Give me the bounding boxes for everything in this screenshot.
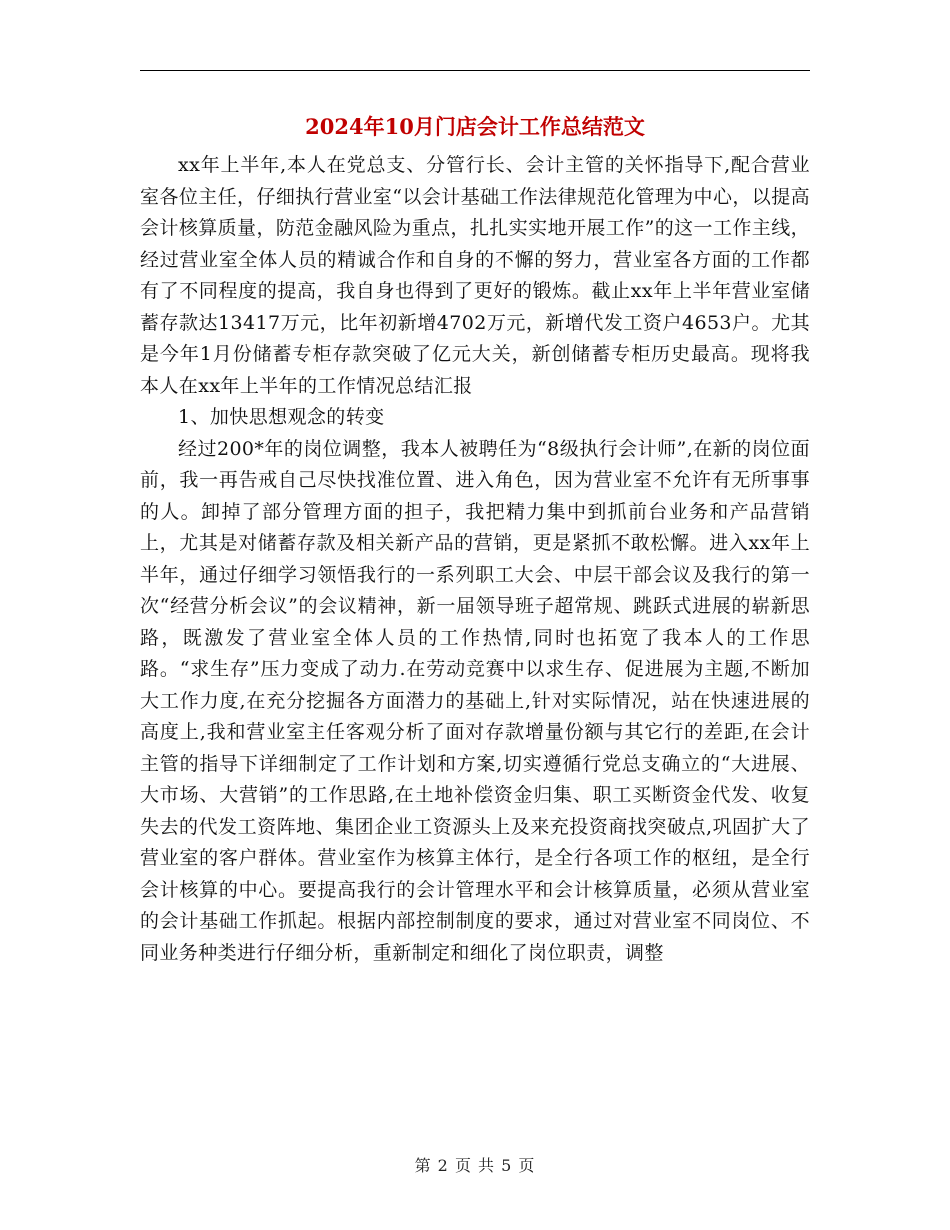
body-paragraph-intro: xx年上半年,本人在党总支、分管行长、会计主管的关怀指导下,配合营业室各位主任，仔细执行营业室“以会计基础工作法律规范化管理为中心，以提高会计核算质量，防范金融风险为重点，扎扎实实地开展工作”的这一工作主线，经过营业室全体人员的精诚合作和自身的不懈的努力，营业室各方面的工作都有了不同程度的提高，我自身也得到了更好的锻炼。截止xx年上半年营业室储蓄存款达13417万元，比年初新增4702万元，新增代发工资户4653户。尤其是今年1月份储蓄专柜存款突破了亿元大关，新创储蓄专柜历史最高。现将我本人在xx年上半年的工作情况总结汇报 <box>140 154 810 397</box>
page-number: 第 2 页 共 5 页 <box>414 1156 536 1175</box>
body-paragraph-main: 经过200*年的岗位调整，我本人被聘任为“8级执行会计师”,在新的岗位面前，我一再告戒自己尽快找准位置、进入角色，因为营业室不允许有无所事事的人。卸掉了部分管理方面的担子，我把精力集中到抓前台业务和产品营销上，尤其是对储蓄存款及相关新产品的营销，更是紧抓不敢松懈。进入xx年上半年，通过仔细学习领悟我行的一系列职工大会、中层干部会议及我行的第一次“经营分析会议”的会议精神，新一届领导班子超常规、跳跃式进展的崭新思路，既激发了营业室全体人员的工作热情,同时也拓宽了我本人的工作思路。“求生存”压力变成了动力.在劳动竞赛中以求生存、促进展为主题,不断加大工作力度,在充分挖掘各方面潜力的基础上,针对实际情况，站在快速进展的高度上,我和营业室主任客观分析了面对存款增量份额与其它行的差距,在会计主管的指导下详细制定了工作计划和方案,切实遵循行党总支确立的“大进展、大市场、大营销”的工作思路,在土地补偿资金归集、职工买断资金代发、收复失去的代发工资阵地、集团企业工资源头上及来充投资商找突破点,巩固扩大了营业室的客户群体。营业室作为核算主体行，是全行各项工作的枢纽，是全行会计核算的中心。要提高我行的会计管理水平和会计核算质量，必须从营业室的会计基础工作抓起。根据内部控制制度的要求，通过对营业室不同岗位、不同业务种类进行仔细分析，重新制定和细化了岗位职责，调整 <box>140 437 810 964</box>
header-rule <box>140 70 810 71</box>
section-heading: 1、加快思想观念的转变 <box>178 406 385 428</box>
document-title: 2024年10月门店会计工作总结范文 <box>305 114 645 139</box>
document-body <box>140 150 810 969</box>
